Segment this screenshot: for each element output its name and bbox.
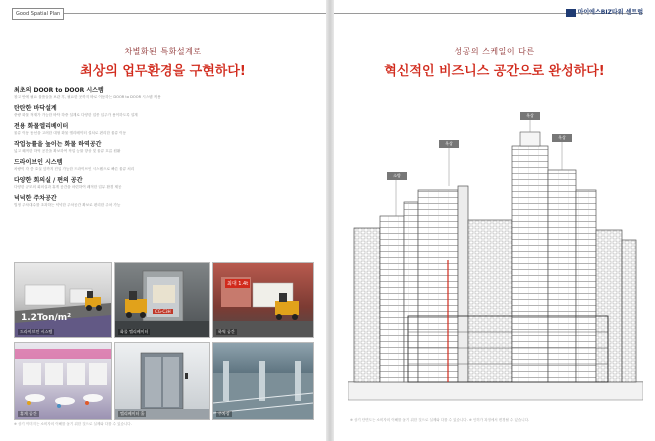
feature-title: 작업능률을 높이는 화물 하역공간 <box>14 141 102 148</box>
photo-elevator-hall <box>114 342 210 420</box>
drive-in-illustration <box>15 263 111 337</box>
lounge-illustration <box>15 343 111 419</box>
feature-text: 창고 안에 필요 물품들을 보관 후, 필요한 곳까지 바로 이동하는 DOOR to DOOR 시스템 적용 <box>14 95 161 99</box>
brand-label <box>566 8 643 18</box>
feature-text: 중량 화물 적재가 가능한 바닥 하중 설계로 다양한 업종 입주가 용이하도록 설계 <box>14 113 138 117</box>
parking-illustration <box>213 343 313 419</box>
photo-caption: 주차장 <box>218 411 230 416</box>
feature-text: 다양한 규모의 회의실과 휴게 공간을 마련하여 쾌적한 업무 환경 제공 <box>14 185 122 189</box>
feature-item <box>14 86 312 100</box>
elevator-hall-illustration <box>115 343 209 419</box>
roof-label: 옥상 <box>520 112 540 120</box>
brand-logo-icon <box>566 9 576 17</box>
photo-loading-area <box>212 262 314 338</box>
left-notes: ※ 상기 이미지는 소비자의 이해를 돕기 위한 것으로 실제와 다를 수 있습니다. <box>14 422 132 426</box>
photo-parking <box>212 342 314 420</box>
feature-text: 차량이 각 층 호실 앞까지 진입 가능한 드라이브인 시스템으로 빠른 물류 처리 <box>14 167 135 171</box>
elevator-illustration <box>115 263 209 337</box>
photo-caption: 화물 엘리베이터 <box>120 329 149 334</box>
feature-title: 다양한 회의실 / 편의 공간 <box>14 177 83 184</box>
left-page <box>0 0 326 441</box>
right-title: 혁신적인 비즈니스 공간으로 완성하다! <box>384 64 605 79</box>
feature-item <box>14 104 312 118</box>
section-tag: Good Spatial Plan <box>12 8 64 20</box>
photo-drive-in <box>14 262 112 338</box>
photo-grid <box>14 262 312 418</box>
feature-item <box>14 194 312 208</box>
floor-load-label: 1.2Ton/m² <box>21 313 72 323</box>
photo-lounge <box>14 342 112 420</box>
photo-caption: 휴게 공간 <box>20 411 37 416</box>
feature-item <box>14 140 312 154</box>
photo-caption: 하역 공간 <box>218 329 235 334</box>
building-section-drawing <box>348 120 643 410</box>
feature-item <box>14 158 312 172</box>
load-badge: 최대 1.4t <box>227 281 249 287</box>
roof-label: 소방 <box>387 172 407 180</box>
page-gutter <box>326 0 334 441</box>
feature-title: 전용 화물엘리베이터 <box>14 123 69 130</box>
right-notes: ※ 상기 단면도는 소비자의 이해를 돕기 위한 것으로 실제와 다를 수 있습니다. ※ 인허가 과정에서 변경될 수 있습니다. <box>350 418 530 422</box>
left-title: 최상의 업무환경을 구현하다! <box>80 64 246 79</box>
left-subtitle: 차별화된 특화설계로 <box>124 47 202 56</box>
feature-title: 탄탄한 바닥설계 <box>14 105 57 112</box>
feature-title: 최초의 DOOR to DOOR 시스템 <box>14 87 104 94</box>
loading-illustration <box>213 263 313 337</box>
feature-text: 법정 주차대수를 초과하는 넉넉한 주차공간 확보로 편리한 주차 가능 <box>14 203 121 207</box>
elevator-label: CG-C3H <box>155 309 171 314</box>
photo-freight-elevator <box>114 262 210 338</box>
brand-name: 마이에스BIZ타워 센트럼 <box>577 9 643 16</box>
roof-label: 옥상 <box>552 134 572 142</box>
roof-label: 옥상 <box>439 140 459 148</box>
feature-text: 물류 이동 동선을 고려한 대형 화물 엘리베이터 설치로 편리한 물류 이동 <box>14 131 127 135</box>
photo-caption: 엘리베이터 홀 <box>120 411 145 416</box>
right-subtitle: 성공의 스케일이 다른 <box>454 47 535 56</box>
photo-caption: 드라이브인 시스템 <box>20 329 53 334</box>
feature-title: 넉넉한 주차공간 <box>14 195 57 202</box>
feature-text: 넓고 쾌적한 하역 공간을 확보하여 작업 능률 향상 및 물류 흐름 원활 <box>14 149 121 153</box>
feature-title: 드라이브인 시스템 <box>14 159 63 166</box>
feature-item <box>14 176 312 190</box>
feature-item <box>14 122 312 136</box>
feature-list <box>14 86 312 212</box>
right-page <box>334 0 655 441</box>
